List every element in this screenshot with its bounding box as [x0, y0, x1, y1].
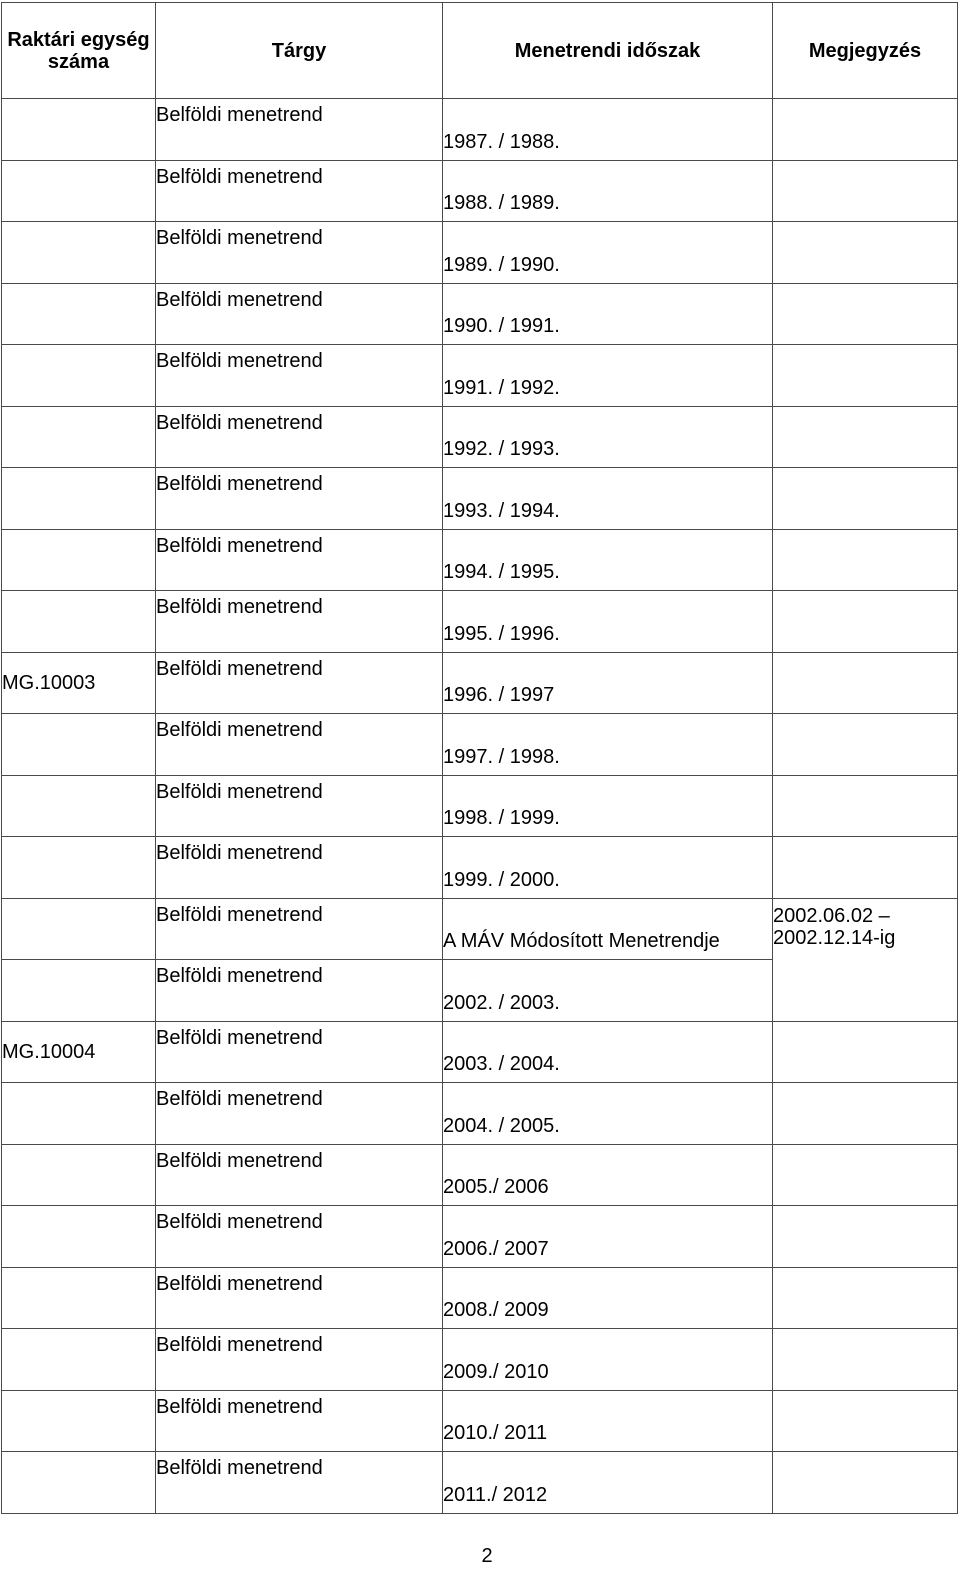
subject-cell	[156, 591, 443, 653]
note-cell	[773, 1452, 958, 1514]
subject-cell	[156, 652, 443, 714]
period-text: 1988. / 1989.	[443, 192, 560, 214]
subject-cell	[156, 99, 443, 161]
subject-cell	[156, 1206, 443, 1268]
table-row	[2, 1452, 958, 1514]
subject-cell	[156, 960, 443, 1022]
unit-cell	[2, 714, 156, 776]
subject-text: Belföldi menetrend	[156, 288, 323, 311]
table-row	[2, 591, 958, 653]
subject-cell	[156, 222, 443, 284]
subject-text: Belföldi menetrend	[156, 1088, 323, 1110]
unit-cell	[2, 1390, 156, 1452]
period-cell	[443, 99, 773, 161]
subject-cell	[156, 1021, 443, 1083]
subject-text: Belföldi menetrend	[156, 780, 323, 803]
page-number: 2	[481, 1545, 493, 1567]
period-text: 1995. / 1996.	[443, 622, 560, 645]
table-row	[2, 898, 958, 960]
period-text: 2011./ 2012	[443, 1483, 548, 1506]
unit-cell	[2, 1452, 156, 1514]
period-cell	[443, 345, 773, 407]
note-cell	[773, 283, 958, 345]
period-cell	[443, 591, 773, 653]
subject-cell	[156, 1083, 443, 1145]
table-row	[2, 529, 958, 591]
subject-text: Belföldi menetrend	[156, 473, 323, 495]
subject-text: Belföldi menetrend	[156, 1149, 323, 1172]
period-cell	[443, 529, 773, 591]
note-cell	[773, 775, 958, 837]
period-cell	[443, 1267, 773, 1329]
period-text: A MÁV Módosított Menetrendje	[443, 930, 720, 952]
period-cell	[443, 837, 773, 899]
table-row	[2, 775, 958, 837]
unit-number-cell: MG.10004	[2, 1021, 156, 1083]
note-text: 2002.06.02 – 2002.12.14-ig	[773, 904, 896, 949]
table-row	[2, 406, 958, 468]
unit-cell	[2, 1144, 156, 1206]
table-row	[2, 714, 958, 776]
table-row	[2, 99, 958, 161]
period-text: 1990. / 1991.	[443, 315, 560, 337]
table-row	[2, 1206, 958, 1268]
note-cell	[773, 406, 958, 468]
unit-cell	[2, 1329, 156, 1391]
period-cell	[443, 775, 773, 837]
table-row	[2, 837, 958, 899]
period-cell	[443, 1452, 773, 1514]
period-text: 2010./ 2011	[443, 1422, 548, 1444]
unit-cell	[2, 406, 156, 468]
period-cell	[443, 1021, 773, 1083]
unit-cell	[2, 1083, 156, 1145]
note-cell	[773, 714, 958, 776]
unit-cell	[2, 345, 156, 407]
note-cell	[773, 222, 958, 284]
subject-text: Belföldi menetrend	[156, 1457, 323, 1479]
period-cell	[443, 406, 773, 468]
period-cell	[443, 1144, 773, 1206]
table-row	[2, 1390, 958, 1452]
period-cell	[443, 652, 773, 714]
period-text: 2003. / 2004.	[443, 1053, 560, 1075]
unit-cell	[2, 283, 156, 345]
table-row	[2, 1329, 958, 1391]
subject-text: Belföldi menetrend	[156, 1211, 323, 1233]
period-cell	[443, 222, 773, 284]
period-text: 2009./ 2010	[443, 1360, 549, 1383]
subject-text: Belföldi menetrend	[156, 1395, 323, 1418]
period-text: 1987. / 1988.	[443, 130, 560, 153]
unit-cell	[2, 99, 156, 161]
unit-cell	[2, 222, 156, 284]
note-cell	[773, 468, 958, 530]
subject-cell	[156, 1267, 443, 1329]
note-cell	[773, 652, 958, 714]
period-cell	[443, 160, 773, 222]
period-cell	[443, 1329, 773, 1391]
period-text: 2002. / 2003.	[443, 991, 560, 1014]
unit-cell	[2, 160, 156, 222]
subject-cell	[156, 714, 443, 776]
subject-text: Belföldi menetrend	[156, 1026, 323, 1049]
timetable-archive-table	[1, 2, 958, 1514]
unit-number-cell: MG.10003	[2, 652, 156, 714]
period-text: 1991. / 1992.	[443, 376, 560, 399]
subject-text: Belföldi menetrend	[156, 965, 323, 987]
note-cell	[773, 345, 958, 407]
period-cell	[443, 1083, 773, 1145]
note-cell	[773, 1144, 958, 1206]
period-text: 2006./ 2007	[443, 1237, 549, 1260]
unit-cell	[2, 529, 156, 591]
period-cell	[443, 714, 773, 776]
table-row	[2, 1267, 958, 1329]
note-cell	[773, 898, 958, 1021]
period-text: 1998. / 1999.	[443, 807, 560, 829]
note-cell	[773, 591, 958, 653]
period-cell	[443, 1206, 773, 1268]
period-cell	[443, 283, 773, 345]
subject-cell	[156, 283, 443, 345]
subject-cell	[156, 468, 443, 530]
table-row	[2, 1144, 958, 1206]
unit-cell	[2, 1267, 156, 1329]
period-text: 1989. / 1990.	[443, 253, 560, 276]
header-unit-number: Raktári egység száma	[2, 3, 156, 99]
unit-cell	[2, 591, 156, 653]
table-row	[2, 468, 958, 530]
table-row	[2, 160, 958, 222]
period-text: 2005./ 2006	[443, 1176, 549, 1198]
unit-cell	[2, 837, 156, 899]
period-text: 1993. / 1994.	[443, 499, 560, 522]
period-text: 1996. / 1997	[443, 684, 555, 706]
note-cell	[773, 160, 958, 222]
period-cell	[443, 898, 773, 960]
subject-text: Belföldi menetrend	[156, 227, 323, 249]
table-row	[2, 222, 958, 284]
subject-cell	[156, 837, 443, 899]
note-cell	[773, 1329, 958, 1391]
period-text: 2008./ 2009	[443, 1299, 549, 1321]
subject-text: Belföldi menetrend	[156, 1272, 323, 1295]
table-body	[2, 99, 958, 1514]
period-text: 1992. / 1993.	[443, 438, 560, 460]
subject-cell	[156, 1390, 443, 1452]
subject-text: Belföldi menetrend	[156, 657, 323, 680]
period-text: 1997. / 1998.	[443, 745, 560, 768]
subject-text: Belföldi menetrend	[156, 104, 323, 126]
table-row	[2, 283, 958, 345]
subject-text: Belföldi menetrend	[156, 596, 323, 618]
unit-cell	[2, 960, 156, 1022]
note-cell	[773, 1206, 958, 1268]
header-timetable-period: Menetrendi időszak	[443, 3, 773, 99]
note-cell	[773, 1267, 958, 1329]
subject-text: Belföldi menetrend	[156, 350, 323, 372]
unit-cell	[2, 1206, 156, 1268]
unit-cell	[2, 468, 156, 530]
subject-cell	[156, 1329, 443, 1391]
subject-text: Belföldi menetrend	[156, 165, 323, 188]
subject-cell	[156, 345, 443, 407]
header-row	[2, 3, 958, 99]
note-cell	[773, 1083, 958, 1145]
subject-cell	[156, 160, 443, 222]
subject-cell	[156, 898, 443, 960]
subject-text: Belföldi menetrend	[156, 534, 323, 557]
subject-cell	[156, 775, 443, 837]
unit-cell	[2, 898, 156, 960]
period-cell	[443, 960, 773, 1022]
period-text: 1994. / 1995.	[443, 561, 560, 583]
period-cell	[443, 1390, 773, 1452]
subject-text: Belföldi menetrend	[156, 903, 323, 926]
note-cell	[773, 529, 958, 591]
subject-cell	[156, 1452, 443, 1514]
note-cell	[773, 837, 958, 899]
period-text: 1999. / 2000.	[443, 868, 560, 891]
table-row	[2, 652, 958, 714]
header-subject: Tárgy	[156, 3, 443, 99]
subject-text: Belföldi menetrend	[156, 842, 323, 864]
period-cell	[443, 468, 773, 530]
subject-cell	[156, 1144, 443, 1206]
table-row	[2, 1021, 958, 1083]
subject-cell	[156, 529, 443, 591]
subject-text: Belföldi menetrend	[156, 411, 323, 434]
table-row	[2, 1083, 958, 1145]
subject-text: Belföldi menetrend	[156, 719, 323, 741]
table-row	[2, 345, 958, 407]
header-note: Megjegyzés	[773, 3, 958, 99]
period-text: 2004. / 2005.	[443, 1114, 560, 1137]
note-cell	[773, 1390, 958, 1452]
subject-text: Belföldi menetrend	[156, 1334, 323, 1356]
unit-cell	[2, 775, 156, 837]
subject-cell	[156, 406, 443, 468]
note-cell	[773, 99, 958, 161]
note-cell	[773, 1021, 958, 1083]
